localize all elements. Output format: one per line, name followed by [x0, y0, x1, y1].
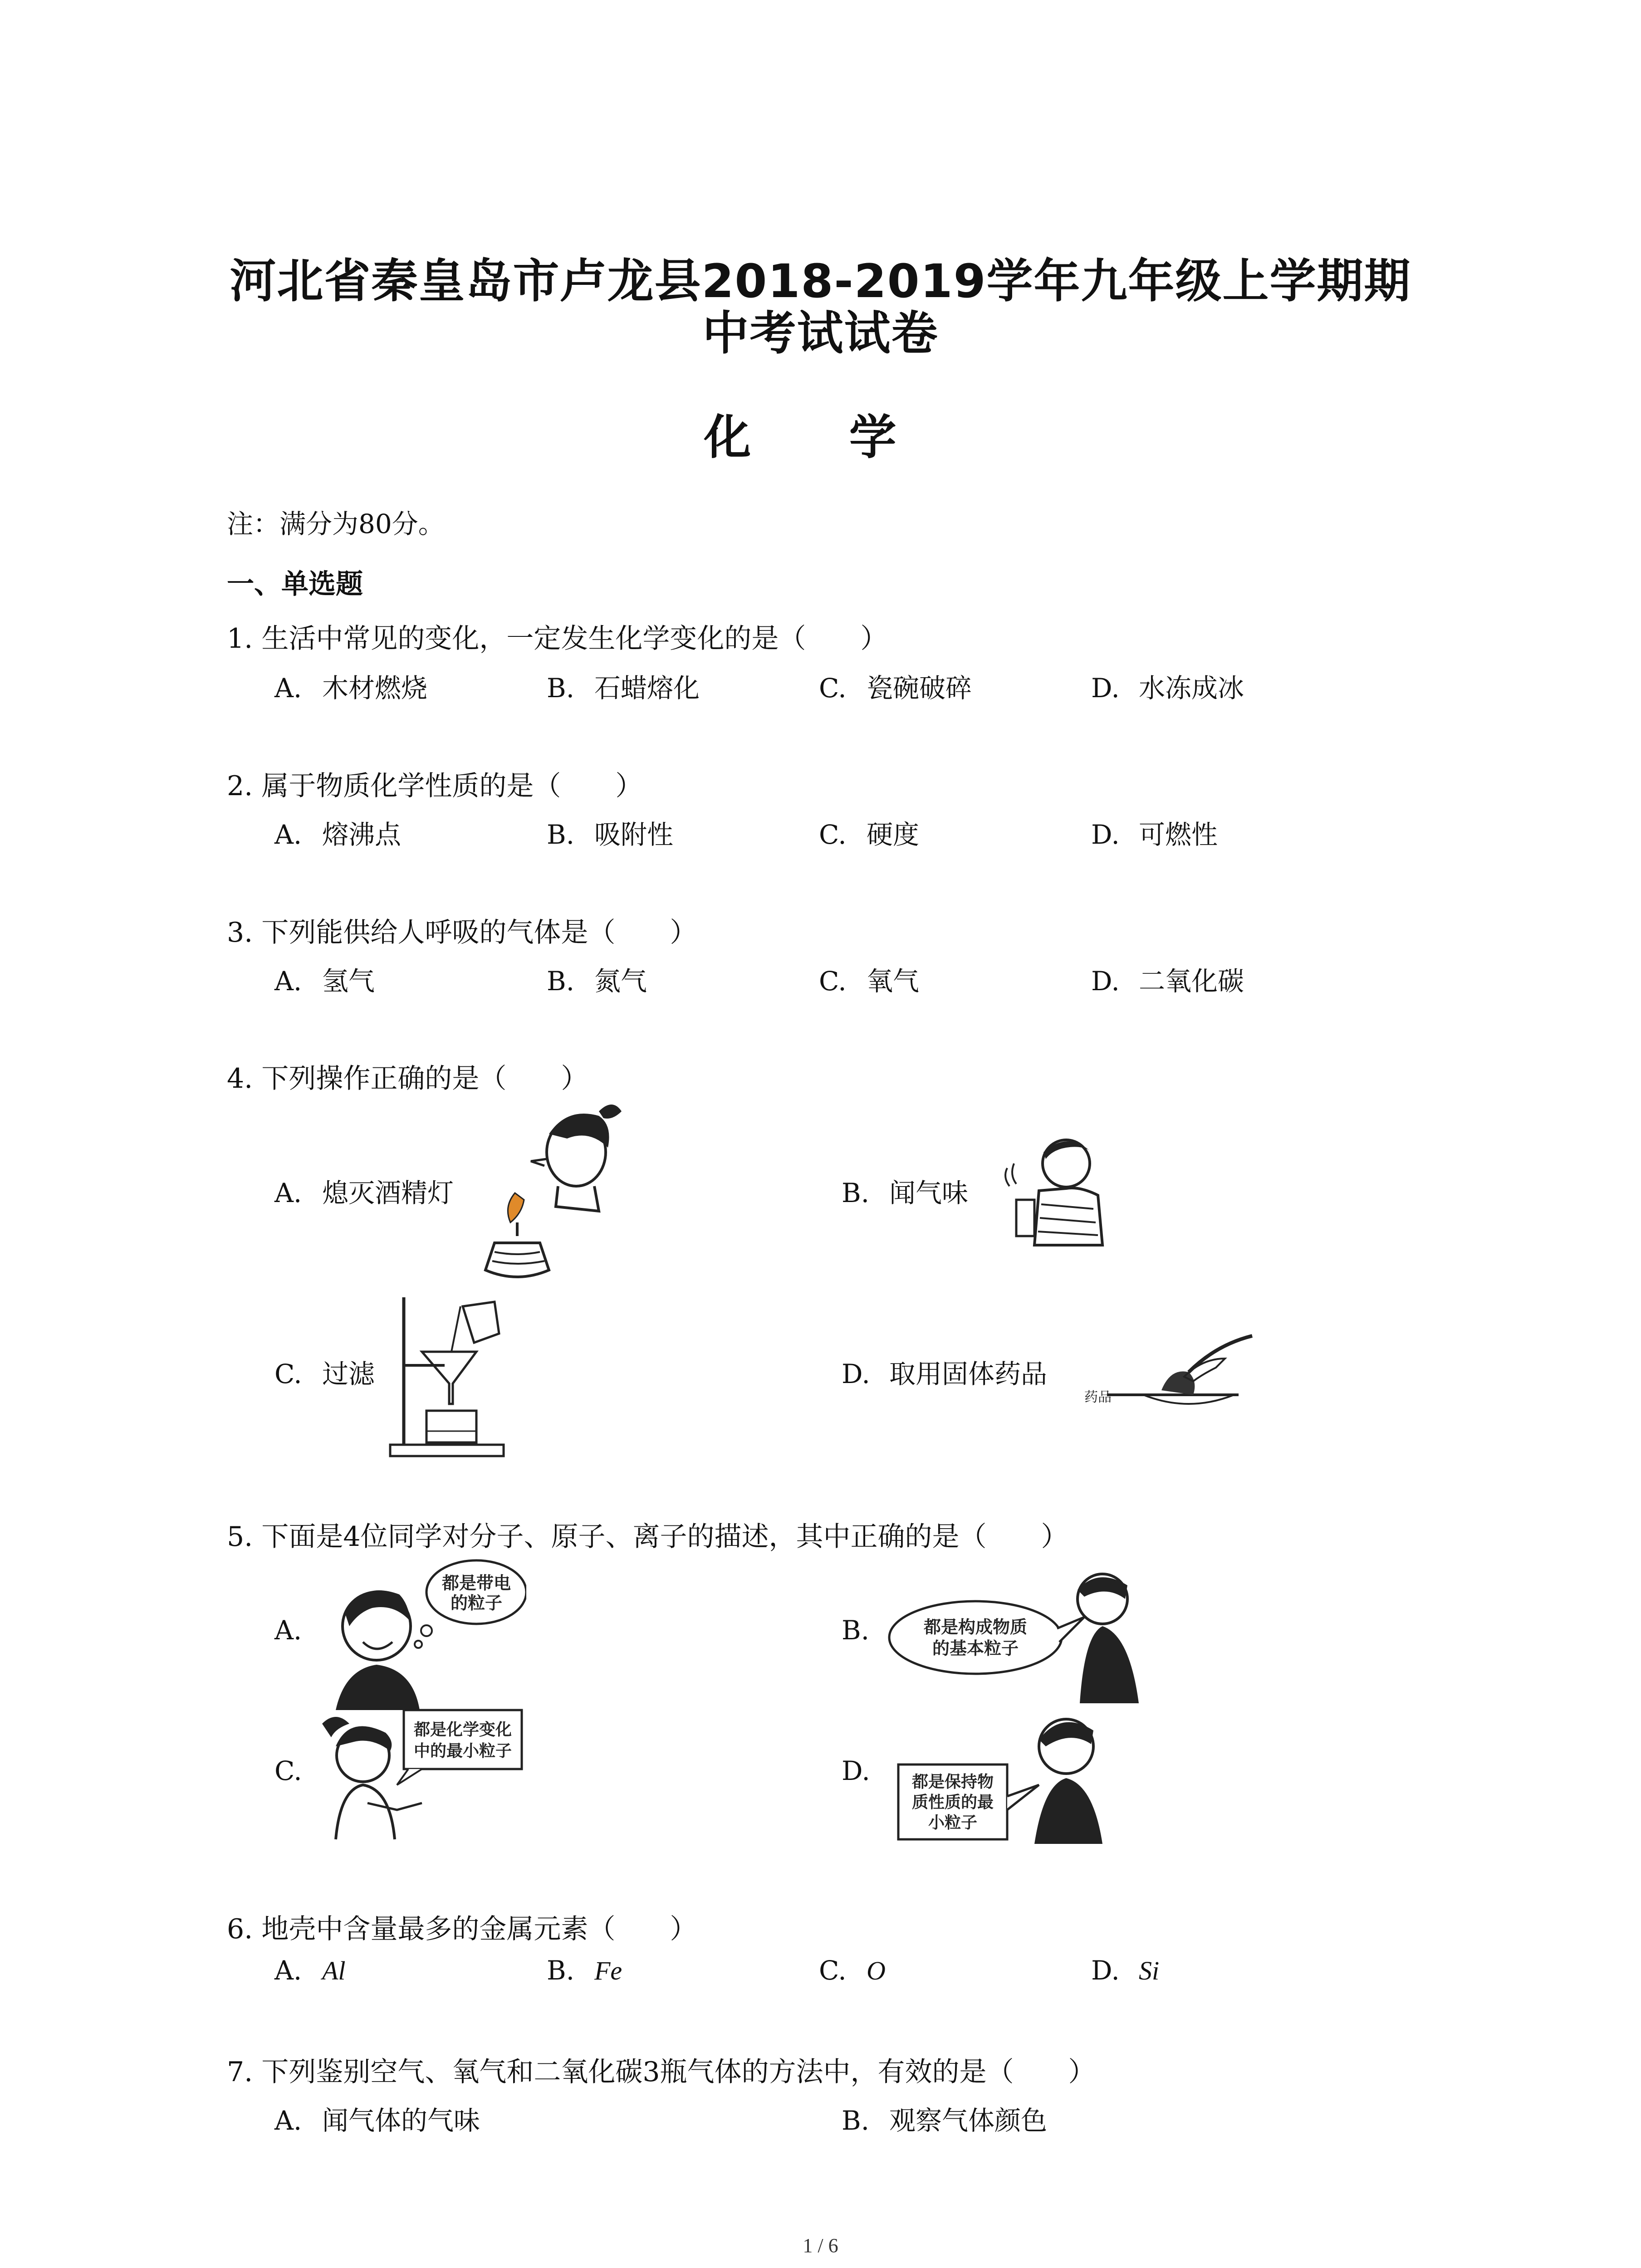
question-3-option-a	[274, 960, 375, 998]
option-text: 瓷碗破碎	[867, 673, 972, 704]
option-text: Si	[1139, 1956, 1160, 1985]
option-text: O	[867, 1956, 886, 1985]
take-solid-reagent-figure	[1080, 1318, 1257, 1427]
option-letter: B.	[842, 2105, 870, 2136]
question-1-option-c	[819, 667, 972, 705]
option-letter: B.	[547, 819, 575, 850]
question-1-option-d	[1091, 667, 1244, 705]
option-letter: C.	[819, 1955, 847, 1986]
option-letter: A.	[274, 1615, 302, 1646]
question-6-option-c	[819, 1955, 886, 1986]
option-text: 氮气	[594, 966, 647, 997]
option-letter: A.	[274, 1955, 302, 1986]
question-6-option-b	[547, 1955, 622, 1986]
option-text: Fe	[594, 1956, 622, 1985]
question-2-option-a	[274, 813, 401, 851]
blow-out-alcohol-lamp-figure	[476, 1098, 622, 1288]
option-letter: C.	[274, 1359, 302, 1389]
option-letter: C.	[819, 673, 847, 704]
question-6-option-d	[1091, 1955, 1159, 1986]
option-text: 观察气体颜色	[889, 2105, 1048, 2136]
option-letter: D.	[842, 1359, 870, 1389]
question-3-stem: 3. 下列能供给人呼吸的气体是（ ）	[227, 917, 697, 948]
option-text: 水冻成冰	[1139, 673, 1244, 704]
bubble-line-2: 质性质的最	[911, 1793, 994, 1812]
bubble-line-1: 都是构成物质	[923, 1617, 1028, 1637]
option-text: 熄灭酒精灯	[322, 1178, 454, 1208]
question-7-stem: 7. 下列鉴别空气、氧气和二氧化碳3瓶气体的方法中，有效的是（ ）	[227, 2056, 1096, 2088]
question-5-option-c	[274, 1755, 322, 1786]
question-2-option-c	[819, 813, 919, 851]
question-5-stem: 5. 下面是4位同学对分子、原子、离子的描述，其中正确的是（ ）	[227, 1521, 1068, 1553]
exam-title-line1: 河北省秦皇岛市卢龙县2018-2019学年九年级上学期期	[230, 254, 1411, 308]
bubble-line-2: 的粒子	[450, 1593, 503, 1613]
option-letter: D.	[842, 1755, 870, 1786]
bubble-line-1: 都是化学变化	[413, 1721, 512, 1739]
question-2-option-d	[1091, 813, 1218, 851]
option-text: 硬度	[867, 819, 920, 850]
student-d-speech-figure	[885, 1706, 1121, 1846]
question-5-option-a	[274, 1615, 322, 1646]
option-letter: B.	[842, 1615, 870, 1646]
option-text: 氢气	[322, 966, 375, 997]
option-letter: B.	[547, 1955, 575, 1986]
option-letter: B.	[842, 1178, 870, 1208]
option-text: 过滤	[322, 1359, 375, 1389]
bubble-line-3: 小粒子	[928, 1813, 978, 1832]
question-3-option-d	[1091, 960, 1244, 998]
question-4-option-a	[274, 1172, 454, 1210]
option-text: Al	[322, 1956, 346, 1985]
question-6-option-a	[274, 1955, 346, 1986]
filtration-apparatus-figure	[386, 1288, 508, 1461]
option-letter: D.	[1091, 673, 1120, 704]
student-c-speech-figure	[318, 1706, 526, 1842]
question-1-stem: 1. 生活中常见的变化，一定发生化学变化的是（ ）	[227, 623, 888, 655]
question-2-option-b	[547, 813, 673, 851]
reagent-label: 药品	[1084, 1389, 1112, 1405]
exam-title-line2: 中考试试卷	[702, 307, 939, 361]
option-letter: A.	[274, 819, 302, 850]
bubble-line-1: 都是带电	[441, 1573, 511, 1593]
question-2-stem: 2. 属于物质化学性质的是（ ）	[227, 770, 643, 802]
option-text: 闻气体的气味	[322, 2105, 480, 2136]
bubble-line-2: 的基本粒子	[932, 1638, 1019, 1658]
subject-title: 化 学	[704, 410, 937, 465]
student-a-thought-figure	[318, 1558, 526, 1712]
option-text: 可燃性	[1139, 819, 1218, 850]
option-text: 闻气味	[889, 1178, 969, 1208]
question-4-option-b	[842, 1172, 968, 1210]
question-1-option-a	[274, 667, 427, 705]
option-letter: A.	[274, 966, 302, 997]
option-text: 二氧化碳	[1139, 966, 1244, 997]
option-letter: C.	[819, 966, 847, 997]
option-letter: D.	[1091, 1955, 1120, 1986]
option-letter: B.	[547, 673, 575, 704]
section-title: 一、单选题	[227, 568, 363, 600]
option-text: 吸附性	[594, 819, 674, 850]
option-letter: D.	[1091, 966, 1120, 997]
question-1-option-b	[547, 667, 700, 705]
student-b-speech-figure	[885, 1558, 1148, 1703]
bubble-line-2: 中的最小粒子	[413, 1742, 512, 1760]
option-letter: C.	[274, 1755, 302, 1786]
question-5-option-d	[842, 1755, 889, 1786]
option-text: 石蜡熔化	[594, 673, 700, 704]
option-text: 木材燃烧	[322, 673, 428, 704]
option-letter: B.	[547, 966, 575, 997]
question-4-option-d	[842, 1353, 1047, 1391]
question-4-option-c	[274, 1353, 375, 1391]
option-text: 取用固体药品	[889, 1359, 1048, 1389]
option-letter: A.	[274, 673, 302, 704]
option-letter: D.	[1091, 819, 1120, 850]
bubble-line-1: 都是保持物	[911, 1773, 994, 1791]
page-number: 1 / 6	[803, 2234, 838, 2257]
option-letter: A.	[274, 2105, 302, 2136]
question-5-option-b	[842, 1615, 889, 1646]
option-text: 氧气	[867, 966, 920, 997]
question-7-option-a	[274, 2099, 480, 2137]
question-4-stem: 4. 下列操作正确的是（ ）	[227, 1063, 588, 1095]
option-letter: A.	[274, 1178, 302, 1208]
option-text: 熔沸点	[322, 819, 402, 850]
question-3-option-b	[547, 960, 647, 998]
smell-gas-figure	[998, 1132, 1107, 1250]
question-7-option-b	[842, 2099, 1047, 2137]
question-3-option-c	[819, 960, 919, 998]
question-6-stem: 6. 地壳中含量最多的金属元素（ ）	[227, 1913, 697, 1945]
score-note: 注：满分为80分。	[227, 508, 445, 539]
option-letter: C.	[819, 819, 847, 850]
